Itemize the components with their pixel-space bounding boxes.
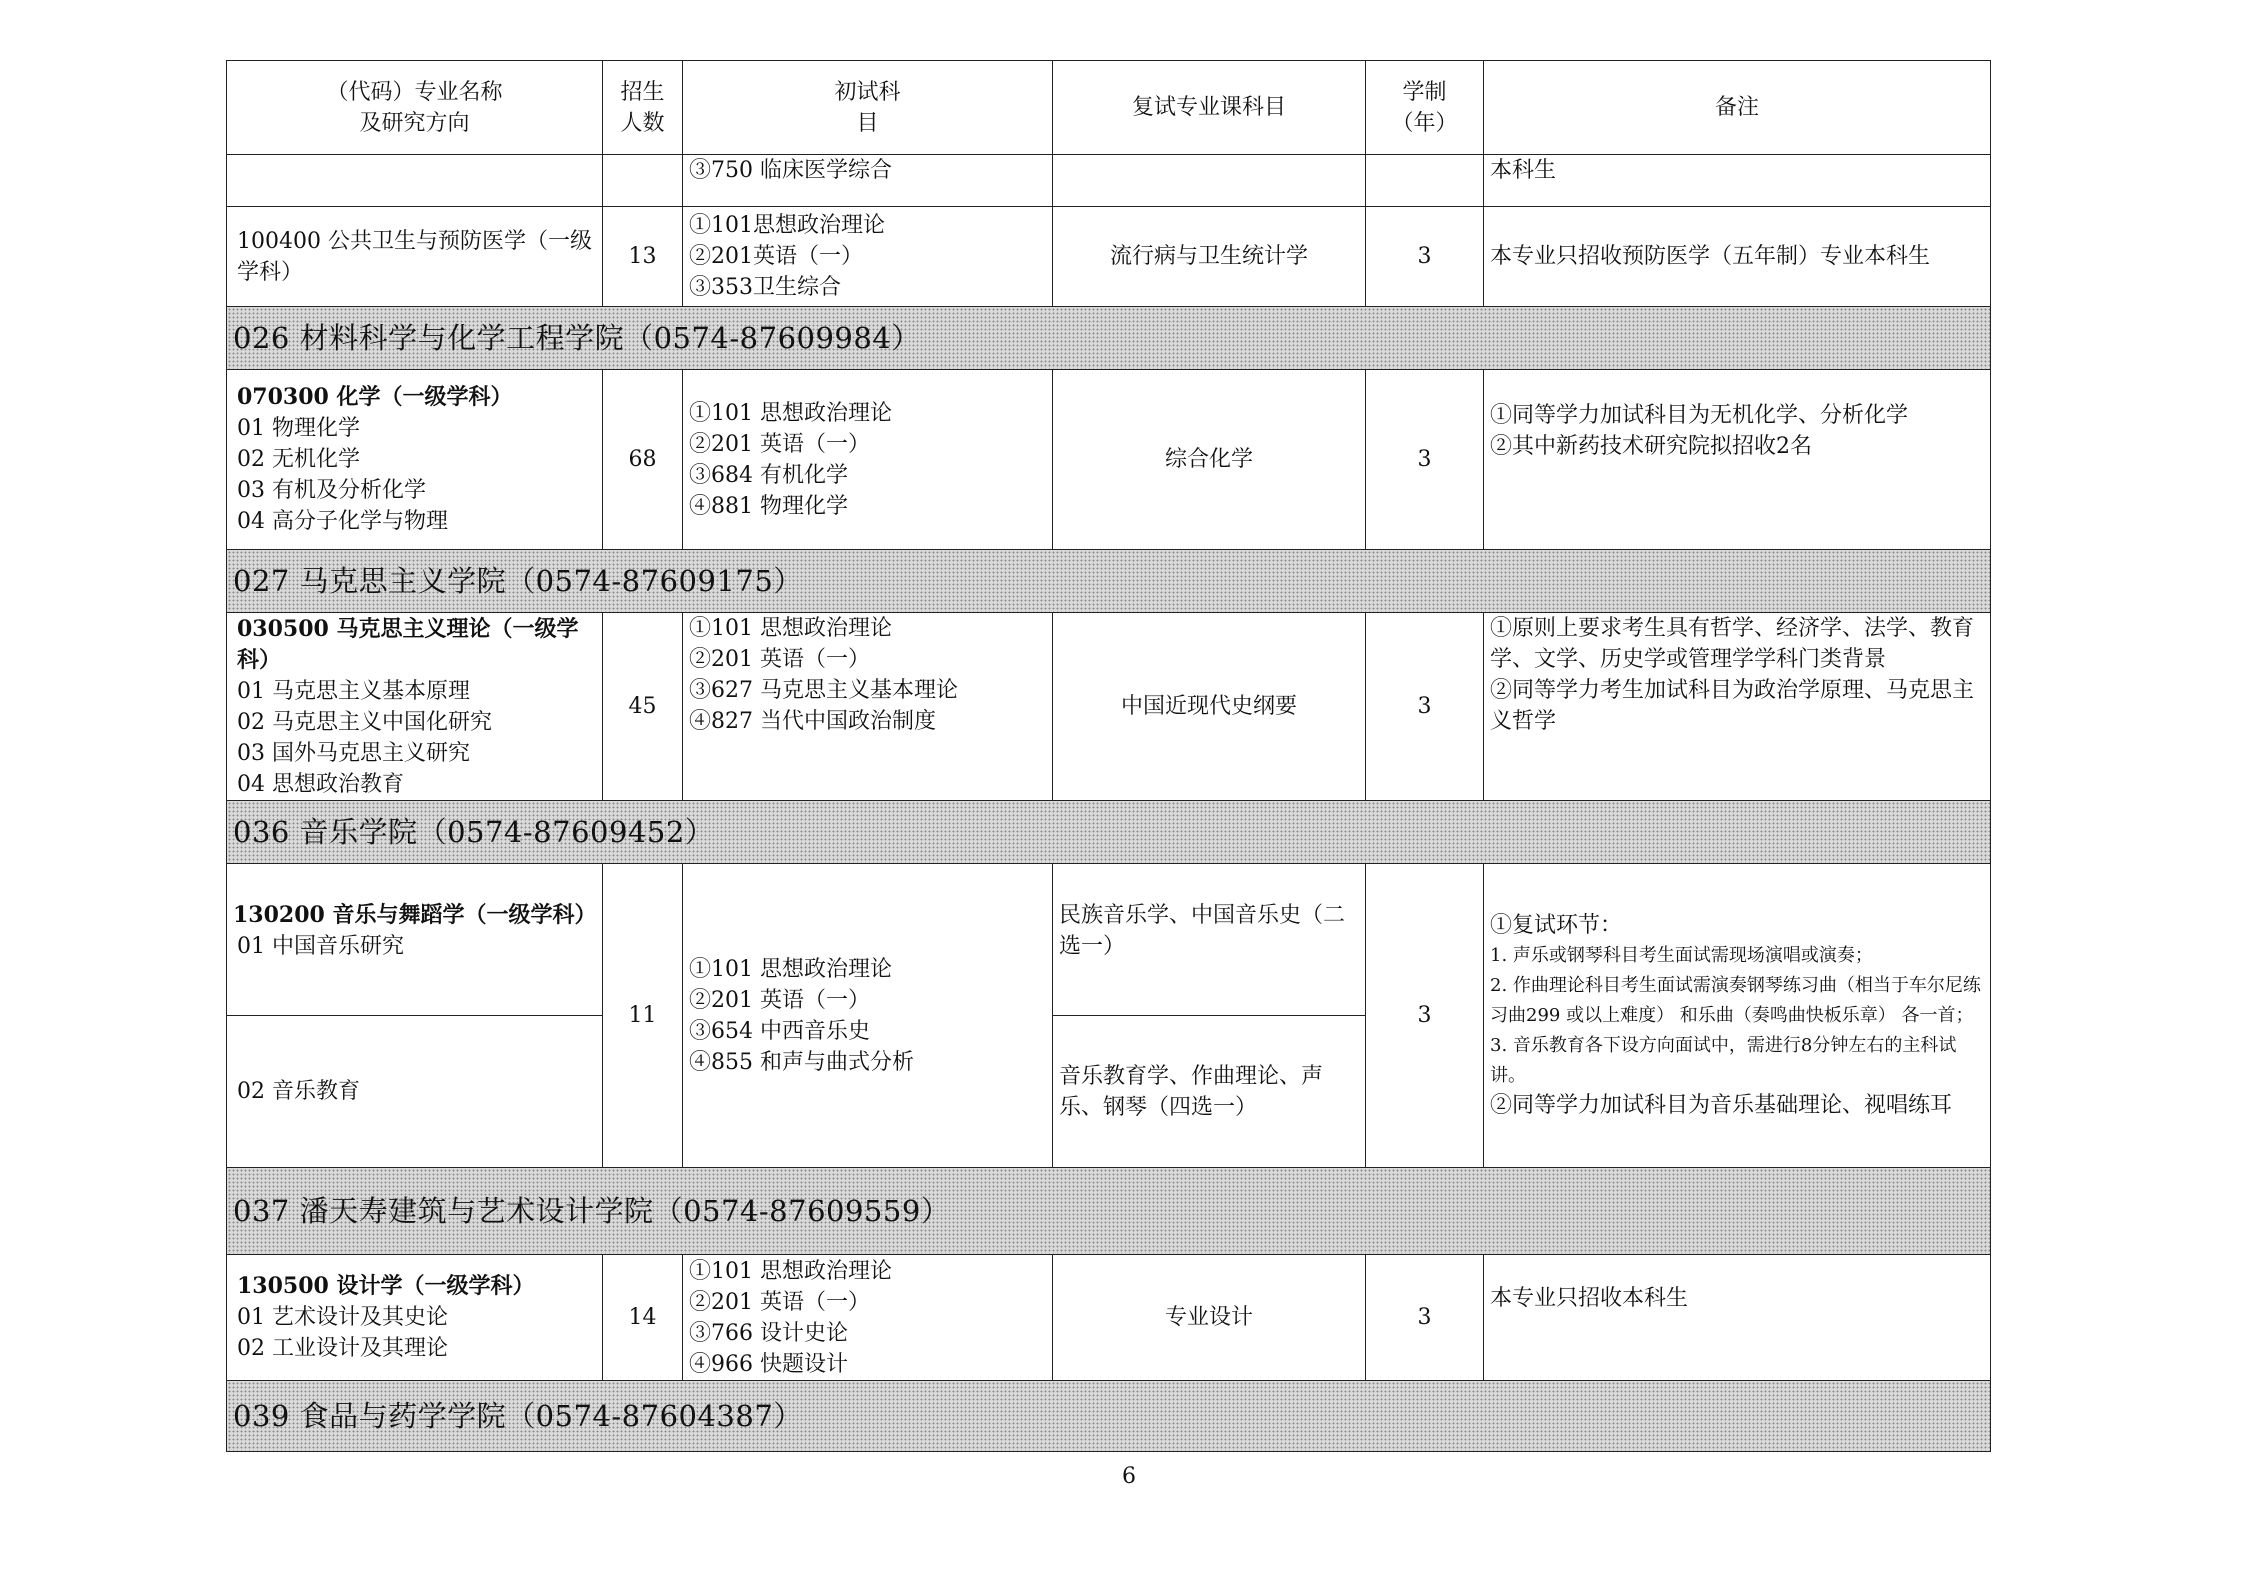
direction-item: 04 思想政治教育: [237, 771, 404, 797]
exam-cell: [683, 1255, 1053, 1381]
header-notes: 备注: [1484, 61, 1991, 155]
note-item: ①原则上要求考生具有哲学、经济学、法学、教育学、文学、历史学或管理学学科门类背景: [1490, 616, 1975, 672]
note-cell: [1484, 370, 1991, 550]
exam-item: ③766 设计史论: [689, 1320, 848, 1346]
header-duration: [1366, 61, 1484, 155]
retest-cell: 综合化学: [1053, 370, 1366, 550]
direction-item: 03 有机及分析化学: [237, 478, 426, 503]
department-title: 036 音乐学院（0574-87609452）: [227, 801, 1991, 864]
exam-item: ③627 马克思主义基本理论: [689, 678, 958, 703]
major-cell: [227, 864, 603, 1016]
major-cell: [227, 155, 603, 207]
exam-item: ②201 英语（一）: [689, 987, 870, 1013]
direction-item: 03 国外马克思主义研究: [237, 740, 470, 766]
exam-item: ①101 思想政治理论: [689, 616, 892, 641]
exam-item: ②201 英语（一）: [689, 1289, 870, 1315]
retest-cell: [1053, 155, 1366, 207]
enroll-cell: 11: [603, 864, 683, 1168]
retest-cell: 专业设计: [1053, 1255, 1366, 1381]
enroll-cell: [603, 155, 683, 207]
exam-item: ①101 思想政治理论: [689, 400, 892, 426]
department-row: [227, 1168, 1991, 1255]
retest-cell: 民族音乐学、中国音乐史（二选一）: [1053, 864, 1366, 1016]
major-cell: 02 音乐教育: [227, 1016, 603, 1168]
table-row: [227, 613, 1991, 801]
direction-item: 04 高分子化学与物理: [237, 509, 448, 534]
major-name: 030500 马克思主义理论（一级学科）: [237, 615, 579, 673]
retest-cell: 流行病与卫生统计学: [1053, 207, 1366, 307]
note-item: ②同等学力加试科目为音乐基础理论、视唱练耳: [1490, 1092, 1953, 1118]
header-first-exam-line1: 初试科: [834, 79, 901, 105]
retest-cell: 中国近现代史纲要: [1053, 613, 1366, 801]
major-cell: [227, 1255, 603, 1381]
exam-item: ④881 物理化学: [689, 493, 848, 519]
direction-item: 01 中国音乐研究: [237, 934, 404, 959]
direction-item: 01 艺术设计及其史论: [237, 1305, 448, 1330]
exam-item: ①101思想政治理论: [689, 213, 885, 238]
department-title: 039 食品与药学学院（0574-87604387）: [227, 1381, 1991, 1452]
exam-cell: [683, 864, 1053, 1168]
enroll-cell: 45: [603, 613, 683, 801]
duration-cell: 3: [1366, 864, 1484, 1168]
header-duration-line2: （年）: [1391, 110, 1458, 136]
exam-item: ④827 当代中国政治制度: [689, 709, 936, 734]
exam-cell: [683, 207, 1053, 307]
direction-item: 02 工业设计及其理论: [237, 1336, 448, 1361]
header-duration-line1: 学制: [1402, 79, 1447, 105]
department-title: 027 马克思主义学院（0574-87609175）: [227, 550, 1991, 613]
enroll-cell: 68: [603, 370, 683, 550]
department-row: [227, 1381, 1991, 1452]
note-item: ②其中新药技术研究院拟招收2名: [1490, 434, 1812, 459]
header-major-line1: （代码）专业名称: [326, 79, 503, 105]
page-number: 6: [1122, 1464, 1136, 1489]
exam-item: ④855 和声与曲式分析: [689, 1049, 914, 1075]
table-row: [227, 864, 1991, 1016]
exam-cell: [683, 613, 1053, 801]
note-cell: 本专业只招收预防医学（五年制）专业本科生: [1484, 207, 1991, 307]
table-row: [227, 1255, 1991, 1381]
exam-item: ①101 思想政治理论: [689, 1258, 892, 1284]
header-enroll: [603, 61, 683, 155]
direction-item: 02 无机化学: [237, 447, 360, 472]
note-cell: [1484, 864, 1991, 1168]
note-item: 3. 音乐教育各下设方向面试中，需进行8分钟左右的主科试讲。: [1490, 1034, 1957, 1086]
exam-item: ③654 中西音乐史: [689, 1018, 870, 1044]
department-row: [227, 801, 1991, 864]
note-item: ①复试环节：: [1490, 912, 1623, 938]
table-row: [227, 155, 1991, 207]
exam-item: ②201 英语（一）: [689, 647, 870, 672]
header-enroll-line2: 人数: [620, 110, 665, 136]
exam-cell: ③750 临床医学综合: [683, 155, 1053, 207]
major-cell: 100400 公共卫生与预防医学（一级学科）: [227, 207, 603, 307]
header-major-line2: 及研究方向: [359, 110, 470, 136]
admissions-table: [226, 60, 1991, 1452]
note-cell: [1484, 613, 1991, 801]
exam-item: ②201 英语（一）: [689, 431, 870, 457]
duration-cell: 3: [1366, 1255, 1484, 1381]
enroll-cell: 14: [603, 1255, 683, 1381]
note-item: 1. 声乐或钢琴科目考生面试需现场演唱或演奏；: [1490, 944, 1873, 966]
note-item: 2. 作曲理论科目考生面试需演奏钢琴练习曲（相当于车尔尼练习曲299 或以上难度） 和乐曲（奏鸣曲快板乐章） 各一首；: [1490, 974, 1981, 1026]
department-title: 026 材料科学与化学工程学院（0574-87609984）: [227, 307, 1991, 370]
enroll-cell: 13: [603, 207, 683, 307]
major-name: 130500 设计学（一级学科）: [237, 1273, 535, 1299]
exam-item: ③353卫生综合: [689, 275, 841, 300]
major-name: 130200 音乐与舞蹈学（一级学科）: [233, 902, 597, 928]
department-row: [227, 550, 1991, 613]
exam-item: ②201英语（一）: [689, 244, 863, 269]
header-enroll-line1: 招生: [620, 79, 665, 105]
retest-cell: 音乐教育学、作曲理论、声乐、钢琴（四选一）: [1053, 1016, 1366, 1168]
major-cell: [227, 613, 603, 801]
table-row: [227, 370, 1991, 550]
duration-cell: 3: [1366, 207, 1484, 307]
exam-item: ③684 有机化学: [689, 462, 848, 488]
direction-item: 01 马克思主义基本原理: [237, 678, 470, 704]
header-major: [227, 61, 603, 155]
duration-cell: 3: [1366, 370, 1484, 550]
major-name: 070300 化学（一级学科）: [237, 384, 513, 410]
note-item: ①同等学力加试科目为无机化学、分析化学: [1490, 403, 1909, 428]
header-first-exam: [683, 61, 1053, 155]
exam-item: ①101 思想政治理论: [689, 956, 892, 982]
department-row: [227, 307, 1991, 370]
header-row: [227, 61, 1991, 155]
direction-item: 02 马克思主义中国化研究: [237, 709, 492, 735]
department-title: 037 潘天寿建筑与艺术设计学院（0574-87609559）: [227, 1168, 1991, 1255]
exam-item: ④966 快题设计: [689, 1351, 848, 1377]
exam-cell: [683, 370, 1053, 550]
note-item: ②同等学力考生加试科目为政治学原理、马克思主义哲学: [1490, 678, 1975, 734]
table-row: [227, 207, 1991, 307]
note-cell: 本科生: [1484, 155, 1991, 207]
duration-cell: 3: [1366, 613, 1484, 801]
major-cell: [227, 370, 603, 550]
header-retest: 复试专业课科目: [1053, 61, 1366, 155]
duration-cell: [1366, 155, 1484, 207]
direction-item: 01 物理化学: [237, 416, 360, 441]
header-first-exam-line2: 目: [856, 110, 879, 136]
note-cell: 本专业只招收本科生: [1484, 1255, 1991, 1381]
